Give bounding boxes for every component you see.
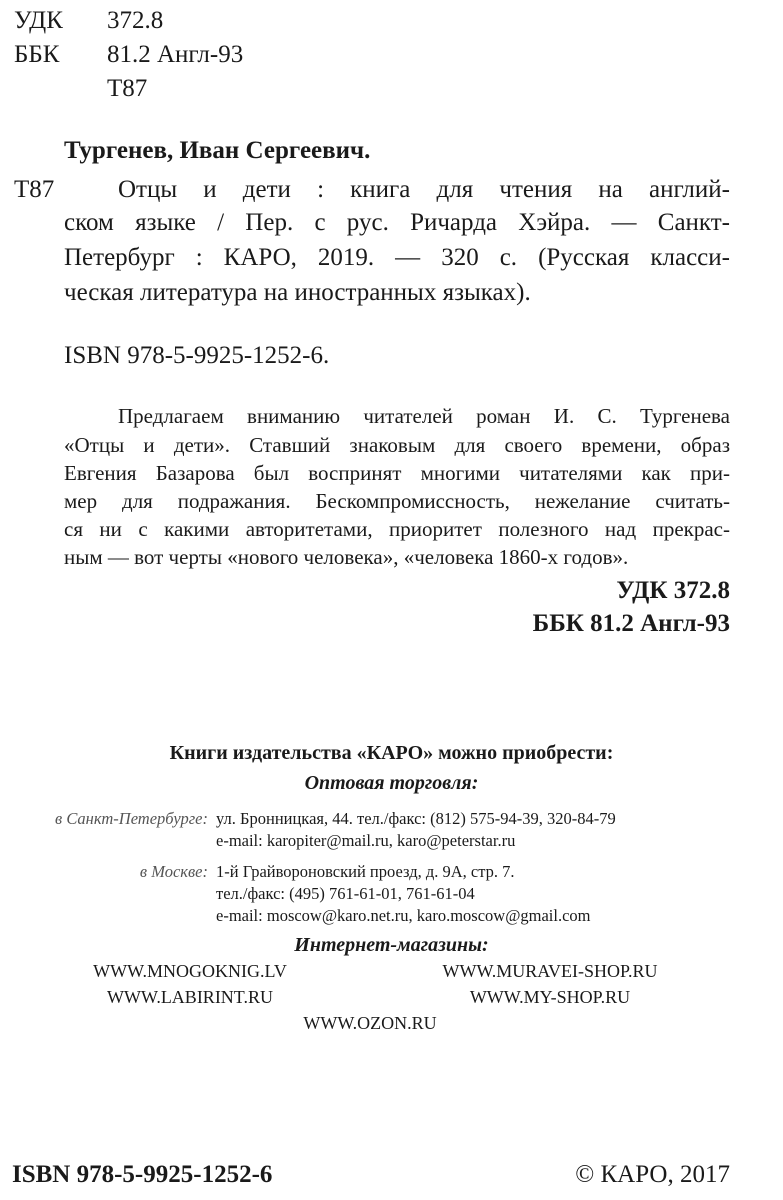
shop-link-mnogoknig[interactable]: WWW.MNOGOKNIG.LV — [93, 961, 287, 981]
spb-email: e-mail: karopiter@mail.ru, karo@peterstar.ru — [216, 831, 516, 850]
description-line-3: Петербург : КАРО, 2019. — 320 с. (Русская класси- — [64, 244, 730, 271]
wholesale-heading: Оптовая торговля: — [304, 772, 479, 794]
description-line-1: Отцы и дети : книга для чтения на англий- — [118, 176, 730, 203]
annotation-line-3: Евгения Базарова был воспринят многими читателями как при- — [64, 461, 730, 485]
shop-link-ozon[interactable]: WWW.OZON.RU — [303, 1013, 437, 1033]
record-isbn: ISBN 978-5-9925-1252-6. — [64, 342, 330, 369]
spb-address: ул. Бронницкая, 44. тел./факс: (812) 575-94-39, 320-84-79 — [216, 809, 616, 828]
udk-label: УДК — [14, 7, 63, 34]
bbk-value: 81.2 Англ-93 — [107, 41, 244, 68]
description-line-2: ском языке / Пер. с рус. Ричарда Хэйра. — Санкт- — [64, 209, 730, 236]
annotation-line-2: «Отцы и дети». Ставший знаковым для своего времени, образ — [64, 433, 730, 457]
shop-link-my-shop[interactable]: WWW.MY-SHOP.RU — [469, 987, 631, 1007]
annotation-line-6: ным — вот черты «нового человека», «человека 1860-х годов». — [64, 545, 629, 569]
publisher-heading: Книги издательства «КАРО» можно приобрести: — [169, 742, 614, 764]
footer-copyright: © КАРО, 2017 — [575, 1161, 730, 1188]
footer-isbn: ISBN 978-5-9925-1252-6 — [12, 1161, 273, 1188]
author-mark: Т87 — [14, 176, 55, 203]
moscow-phone: тел./факс: (495) 761-61-01, 761-61-04 — [216, 884, 475, 903]
annotation-udk: УДК 372.8 — [616, 577, 730, 604]
shop-link-muravei[interactable]: WWW.MURAVEI-SHOP.RU — [442, 961, 658, 981]
description-line-4: ческая литература на иностранных языках). — [64, 279, 531, 306]
annotation-line-1: Предлагаем вниманию читателей роман И. С. Тургенева — [118, 404, 730, 428]
moscow-email: e-mail: moscow@karo.net.ru, karo.moscow@gmail.com — [216, 906, 591, 925]
annotation-line-5: ся ни с какими авторитетами, приоритет полезного над прекрас- — [64, 517, 730, 541]
annotation-bbk: ББК 81.2 Англ-93 — [532, 610, 730, 637]
spb-label: в Санкт-Петербурге: — [55, 809, 208, 828]
bbk-label: ББК — [14, 41, 60, 68]
author-mark-top: Т87 — [107, 75, 148, 102]
moscow-address: 1-й Грайвороновский проезд, д. 9А, стр. 7. — [216, 862, 515, 881]
annotation-line-4: мер для подражания. Бескомпромиссность, нежелание считать- — [64, 489, 730, 513]
internet-heading: Интернет-магазины: — [294, 934, 489, 956]
moscow-label: в Москве: — [139, 862, 208, 881]
udk-value: 372.8 — [107, 7, 164, 34]
author-heading: Тургенев, Иван Сергеевич. — [64, 137, 371, 164]
shop-link-labirint[interactable]: WWW.LABIRINT.RU — [107, 987, 273, 1007]
